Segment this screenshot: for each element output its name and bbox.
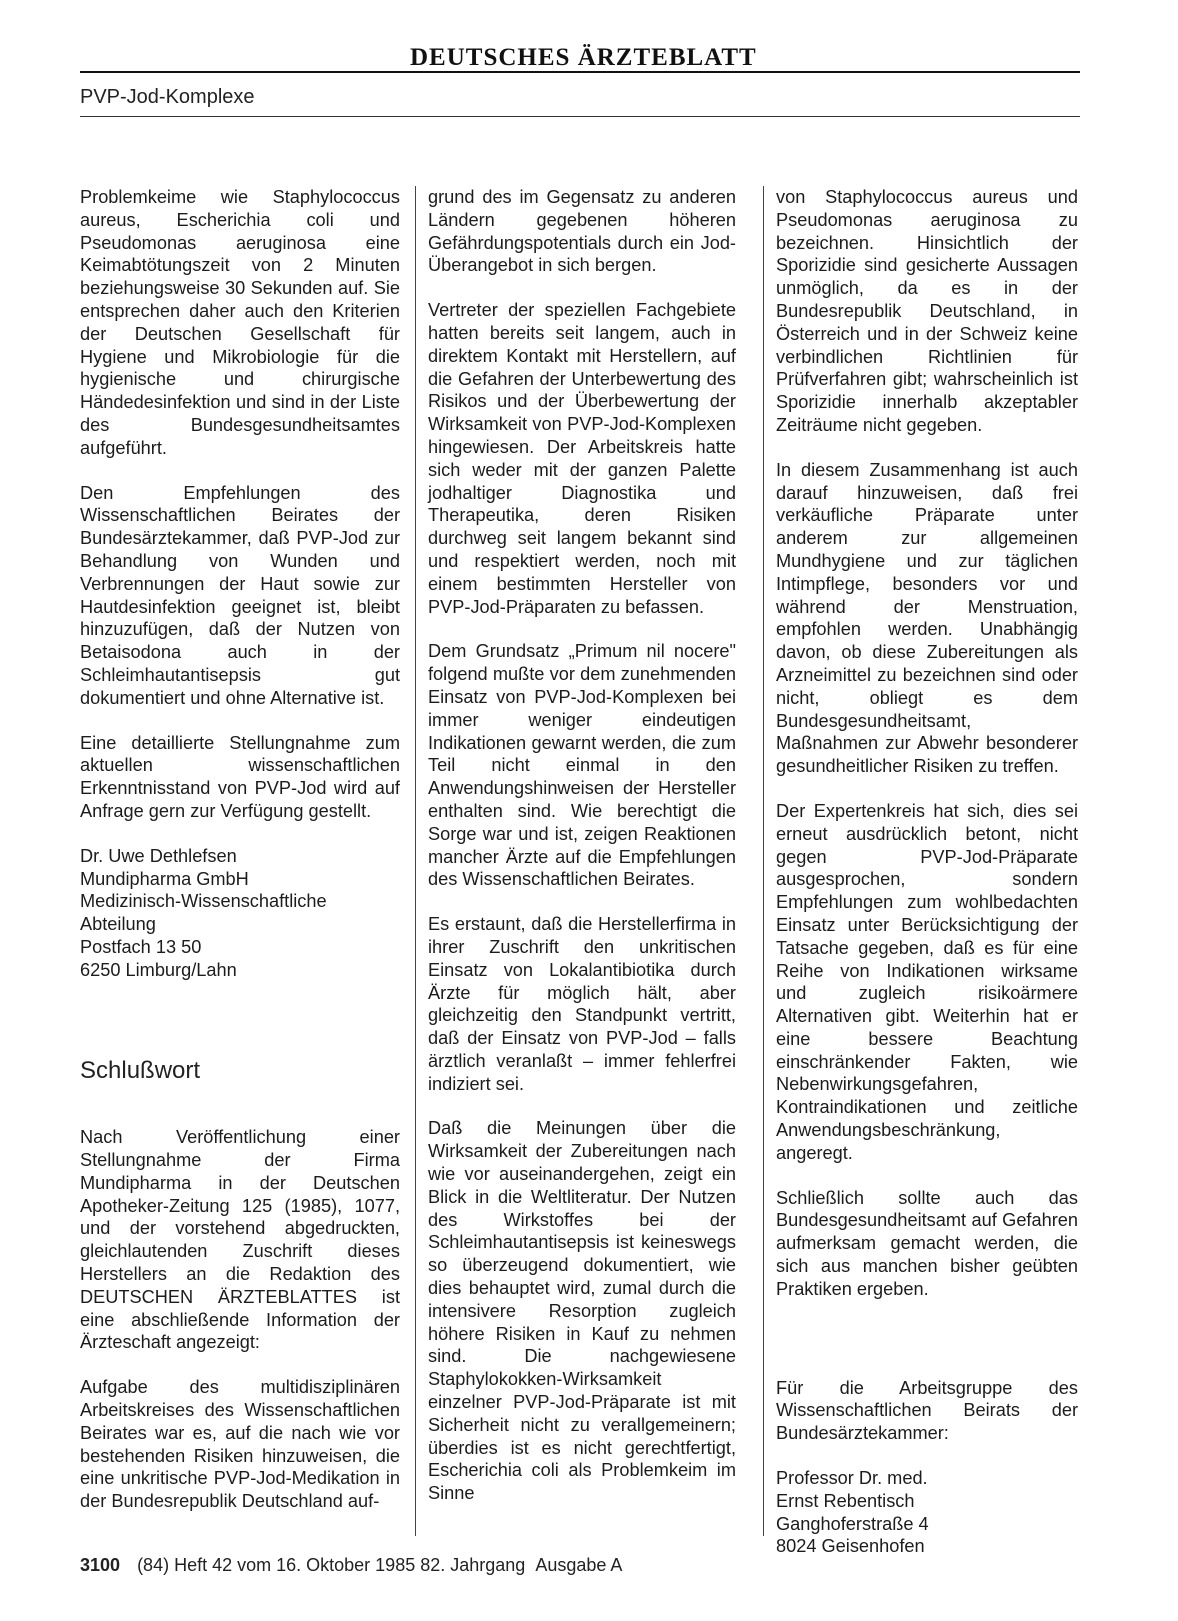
paragraph: Vertreter der speziellen Fachgebiete hatten bereits seit langem, auch in direktem Kontakt mit Herstellern, auf die Gefahren der Unterbewertung des Risikos und der Überbewertung der Wirksamkeit von PVP-Jod-Komplexen hingewiesen. Der Arbeitskreis hatte sich weder mit der ganzen Palette jodhaltiger Diagnostika und Therapeutika, deren Risiken durchweg seit langem bekannt sind und respektiert werden, noch mit einem bestimmten Hersteller von PVP-Jod-Präparaten zu befassen.	[428, 300, 736, 617]
paragraph: grund des im Gegensatz zu anderen Ländern gegebenen höheren Gefährdungspotentials durch ein Jod-Überangebot in sich bergen.	[428, 187, 736, 276]
reply-signature	[776, 1467, 1078, 1558]
author-title: Professor Dr. med.	[776, 1468, 928, 1489]
author-city: 6250 Limburg/Lahn	[80, 959, 237, 980]
paragraph: Problemkeime wie Staphylococcus aureus, Escherichia coli und Pseudomonas aeruginosa eine Keimabtötungszeit von 2 Minuten beziehungsweise 30 Sekunden auf. Sie entsprechen daher auch den Kriterien der Deutschen Gesellschaft für Hygiene und Mikrobiologie für die hygienische und chirurgische Händedesinfektion und sind in der Liste des Bundesgesundheitsamtes aufgeführt.	[80, 187, 400, 458]
column-3	[776, 186, 1078, 1580]
author-department-cont: Abteilung	[80, 914, 156, 935]
author-company: Mundipharma GmbH	[80, 868, 249, 889]
paragraph: Der Expertenkreis hat sich, dies sei erneut ausdrücklich betont, nicht gegen PVP-Jod-Präparate ausgesprochen, sondern Empfehlungen zum wohlbedachten Einsatz unter Berücksichtigung der Tatsache gegeben, daß es für eine Reihe von Indikationen wirksame und zugleich risikoärmere Alternativen gibt. Weiterhin hat er eine bessere Beachtung einschränkender Fakten, wie Nebenwirkungsgefahren, Kontraindikationen und zeitliche Anwendungsbeschränkung, angeregt.	[776, 800, 1078, 1163]
author-postbox: Postfach 13 50	[80, 936, 202, 957]
paragraph: Es erstaunt, daß die Herstellerfirma in ihrer Zuschrift den unkritischen Einsatz von Lokalantibiotika durch Ärzte für möglich hält, aber gleichzeitig den Standpunkt vertritt, daß der Einsatz von PVP-Jod – falls ärztlich veranlaßt – immer fehlerfrei indiziert sei.	[428, 914, 736, 1094]
paragraph: Für die Arbeitsgruppe des Wissenschaftlichen Beirats der Bundesärztekammer:	[776, 1377, 1078, 1444]
paragraph: Eine detaillierte Stellungnahme zum aktuellen wissenschaftlichen Erkenntnisstand von PVP-Jod wird auf Anfrage gern zur Verfügung gestellt.	[80, 732, 400, 821]
issue-info: (84) Heft 42 vom 16. Oktober 1985 82. Jahrgang	[137, 1555, 526, 1575]
masthead: DEUTSCHES ÄRZTEBLATT	[410, 44, 757, 71]
paragraph: Dem Grundsatz „Primum nil nocere" folgend mußte vor dem zunehmenden Einsatz von PVP-Jod-Komplexen bei immer weniger eindeutigen Indikationen gewarnt werden, die zum Teil nicht einmal in den Anwendungshinweisen der Hersteller enthalten sind. Wie berechtigt die Sorge war und ist, zeigen Reaktionen mancher Ärzte auf die Empfehlungen des Wissenschaftlichen Beirates.	[428, 641, 736, 890]
edition-info: Ausgabe A	[535, 1555, 623, 1575]
letter-signature	[80, 845, 400, 982]
section-title: PVP-Jod-Komplexe	[80, 86, 255, 108]
page-footer	[80, 1555, 628, 1576]
paragraph: Den Empfehlungen des Wissenschaftlichen Beirates der Bundesärztekammer, daß PVP-Jod zur Behandlung von Wunden und Verbrennungen der Haut sowie zur Hautdesinfektion geeignet ist, bleibt hinzuzufügen, daß der Nutzen von Betaisodona auch in der Schleimhautantisepsis gut dokumentiert und ohne Alternative ist.	[80, 482, 400, 708]
paragraph: von Staphylococcus aureus und Pseudomonas aeruginosa zu bezeichnen. Hinsichtlich der Sporizidie sind gesicherte Aussagen unmöglich, da es in der Bundesrepublik Deutschland, in Österreich und in der Schweiz keine verbindlichen Richtlinien für Prüfverfahren gibt; wahrscheinlich ist Sporizidie innerhalb akzeptabler Zeiträume nicht gegeben.	[776, 187, 1078, 435]
section-heading: Schlußwort	[80, 1056, 201, 1084]
paragraph: In diesem Zusammenhang ist auch darauf hinzuweisen, daß frei verkäufliche Präparate unter anderem zur allgemeinen Mundhygiene und zur täglichen Intimpflege, besonders vor und während der Menstruation, empfohlen werden. Unabhängig davon, ob diese Zubereitungen als Arzneimittel zu bezeichnen sind oder nicht, obliegt es dem Bundesgesundheitsamt, Maßnahmen zur Abwehr besonderer gesundheitlicher Risiken zu treffen.	[776, 459, 1078, 777]
author-name: Ernst Rebentisch	[776, 1490, 915, 1511]
paragraph: Schließlich sollte auch das Bundesgesundheitsamt auf Gefahren aufmerksam gemacht werden, die sich aus manchen bisher geübten Praktiken ergeben.	[776, 1187, 1078, 1299]
section-rule	[80, 116, 1080, 117]
column-2	[428, 186, 736, 1527]
author-street: Ganghoferstraße 4	[776, 1513, 929, 1534]
spacer	[776, 1323, 1078, 1377]
author-department: Medizinisch-Wissenschaftliche	[80, 891, 327, 912]
column-rule-1	[415, 186, 416, 1536]
author-name: Dr. Uwe Dethlefsen	[80, 845, 237, 866]
paragraph: Nach Veröffentlichung einer Stellungnahme der Firma Mundipharma in der Deutschen Apotheker-Zeitung 125 (1985), 1077, und der vorstehend abgedruckten, gleichlautenden Zuschrift dieses Herstellers an die Redaktion des DEUTSCHEN ÄRZTEBLATTES ist eine abschließende Information der Ärzteschaft angezeigt:	[80, 1127, 400, 1353]
paragraph: Daß die Meinungen über die Wirksamkeit der Zubereitungen nach wie vor auseinandergehen, zeigt ein Blick in die Weltliteratur. Der Nutzen des Wirkstoffes bei der Schleimhautantisepsis ist keineswegs so überzeugend dokumentiert, wie dies behauptet wird, zumal durch die intensivere Resorption zugleich höhere Risiken in Kauf zu nehmen sind. Die nachgewiesene Staphylokokken-Wirksamkeit einzelner PVP-Jod-Präparate ist mit Sicherheit nicht zu verallgemeinern; überdies ist es nicht gerechtfertigt, Escherichia coli als Problemkeim im Sinne	[428, 1118, 736, 1504]
page-number: 3100	[80, 1555, 121, 1575]
masthead-rule	[80, 71, 1080, 73]
paragraph: Aufgabe des multidisziplinären Arbeitskreises des Wissenschaftlichen Beirates war es, auf die nach wie vor bestehenden Risiken hinzuweisen, die eine unkritische PVP-Jod-Medikation in der Bundesrepublik Deutschland auf-	[80, 1377, 400, 1512]
author-city: 8024 Geisenhofen	[776, 1536, 925, 1557]
column-rule-2	[763, 186, 764, 1536]
column-1	[80, 186, 400, 1535]
